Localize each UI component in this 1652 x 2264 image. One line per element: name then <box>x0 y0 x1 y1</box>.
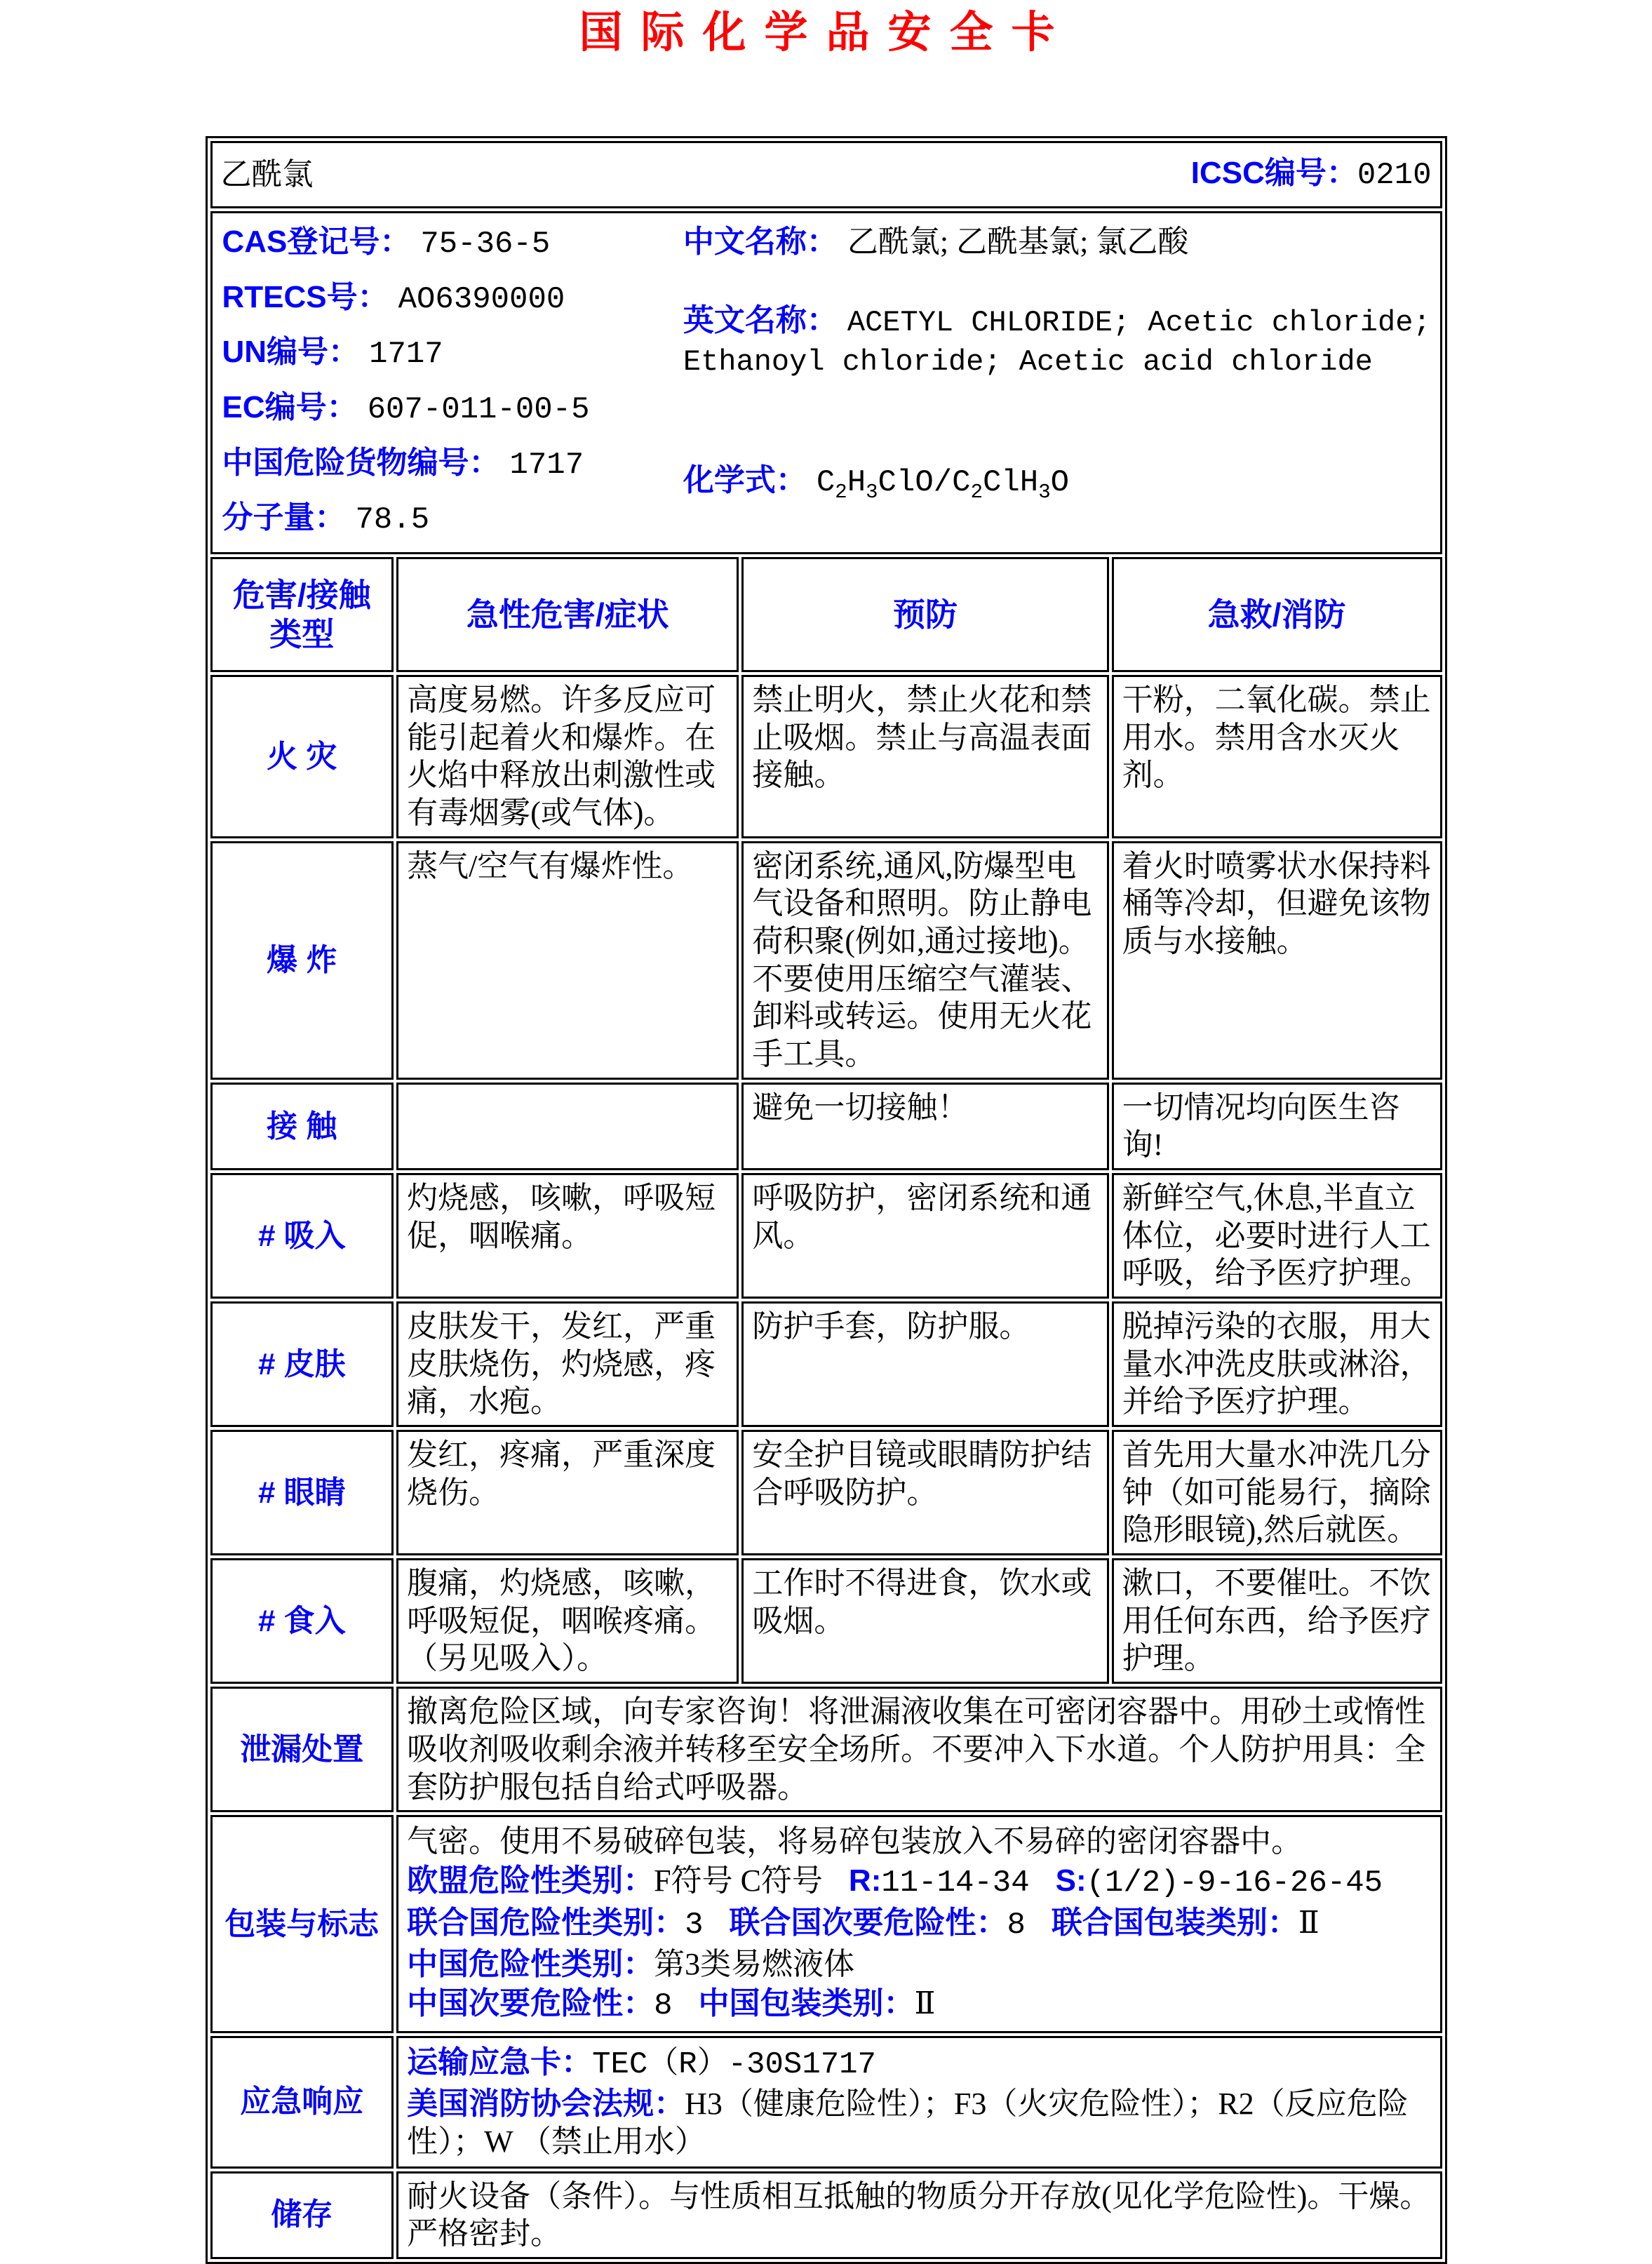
s-phrases-value: (1/2)-9-16-26-45 <box>1086 1865 1383 1901</box>
chinese-name-value: 乙酰氯; 乙酰基氯; 氯乙酸 <box>847 225 1189 259</box>
ingestion-prevention: 工作时不得进食，饮水或吸烟。 <box>741 1558 1108 1684</box>
substance-strip-row <box>210 141 1442 208</box>
header-prevention: 预防 <box>741 557 1108 672</box>
page-title: 国际化学品安全卡 <box>579 9 1073 57</box>
safety-card-table <box>206 136 1447 2264</box>
eu-classification-value: F符号 C符号 <box>654 1863 823 1898</box>
section-row-spill-disposal <box>210 1687 1442 1812</box>
fire-prevention: 禁止明火，禁止火花和禁止吸烟。禁止与高温表面接触。 <box>741 675 1108 838</box>
skin-symptoms: 皮肤发干，发红，严重皮肤烧伤，灼烧感，疼痛，水疱。 <box>396 1301 739 1427</box>
identification-row <box>210 211 1442 554</box>
storage-text: 耐火设备（条件）。与性质相互抵触的物质分开存放(见化学危险性)。干燥。严格密封。 <box>396 2171 1442 2259</box>
hazard-row-eyes <box>210 1430 1442 1555</box>
ingestion-firstaid: 漱口，不要催吐。不饮用任何东西，给予医疗护理。 <box>1112 1558 1442 1684</box>
molecular-weight-label: 分子量： <box>222 500 346 535</box>
inhalation-firstaid: 新鲜空气,休息,半直立体位，必要时进行人工呼吸，给予医疗护理。 <box>1112 1173 1442 1299</box>
china-classification-line <box>407 1945 1431 1983</box>
substance-name: 乙酰氯 <box>220 157 314 192</box>
contact-firstaid: 一切情况均向医生咨询! <box>1112 1083 1442 1170</box>
chinese-name-label: 中文名称： <box>683 225 838 259</box>
un-packing-group-value: Ⅱ <box>1298 1905 1319 1940</box>
hazard-row-inhalation <box>210 1173 1442 1299</box>
explosion-symptoms: 蒸气/空气有爆炸性。 <box>396 841 739 1080</box>
china-subsidiary-risk-value: 8 <box>654 1988 673 2023</box>
packaging-labeling-label: 包装与标志 <box>210 1815 394 2032</box>
hazard-row-explosion <box>210 841 1442 1080</box>
icsc-number-group <box>1191 154 1432 195</box>
transport-emergency-card-label: 运输应急卡： <box>407 2044 593 2079</box>
chemical-formula-line <box>683 462 1432 502</box>
nfpa-code-label: 美国消防协会法规： <box>407 2087 685 2122</box>
ingestion-symptoms: 腹痛，灼烧感，咳嗽，呼吸短促，咽喉疼痛。（另见吸入）。 <box>396 1558 739 1684</box>
section-row-storage <box>210 2171 1442 2259</box>
un-subsidiary-risk-value: 8 <box>1007 1907 1026 1943</box>
nfpa-code-line <box>407 2085 1431 2160</box>
section-row-packaging-labeling <box>210 1815 1442 2032</box>
un-subsidiary-risk-label: 联合国次要危险性： <box>729 1905 1007 1940</box>
skin-firstaid: 脱掉污染的衣服，用大量水冲洗皮肤或淋浴，并给予医疗护理。 <box>1112 1301 1442 1427</box>
china-subsidiary-risk-label: 中国次要危险性： <box>407 1985 654 2021</box>
r-phrases-label: R: <box>848 1863 882 1898</box>
contact-label: 接 触 <box>210 1083 394 1170</box>
hazard-row-skin <box>210 1301 1442 1427</box>
fire-symptoms: 高度易燃。许多反应可能引起着火和爆炸。在火焰中释放出刺激性或有毒烟雾(或气体)。 <box>396 675 739 838</box>
un-classification-line <box>407 1904 1431 1945</box>
contact-symptoms <box>396 1083 739 1170</box>
un-hazard-class-value: 3 <box>685 1907 704 1943</box>
chinese-name-line <box>683 223 1432 261</box>
un-number-label: UN编号： <box>222 335 360 370</box>
eu-classification-label: 欧盟危险性类别： <box>407 1863 654 1898</box>
packaging-labeling-content <box>396 1815 1442 2032</box>
emergency-response-label: 应急响应 <box>210 2036 394 2169</box>
emergency-response-content <box>396 2036 1442 2169</box>
icsc-number-value: 0210 <box>1357 158 1432 194</box>
eu-classification-line <box>407 1862 1431 1903</box>
hazard-row-fire <box>210 675 1442 838</box>
china-dangerous-goods-number-label: 中国危险货物编号： <box>222 445 500 480</box>
explosion-prevention: 密闭系统,通风,防爆型电气设备和照明。防止静电荷积聚(例如,通过接地)。不要使用压缩空气灌装、卸料或转运。使用无火花手工具。 <box>741 841 1108 1080</box>
skin-prevention: 防护手套，防护服。 <box>741 1301 1108 1427</box>
china-hazard-class-value: 第3类易燃液体 <box>654 1947 855 1982</box>
english-name-label: 英文名称： <box>683 302 838 337</box>
substance-strip-cell <box>210 141 1442 208</box>
china-packing-group-value: Ⅱ <box>914 1985 936 2021</box>
fire-firstaid: 干粉，二氧化碳。禁止用水。禁用含水灭火剂。 <box>1112 675 1442 838</box>
fire-label: 火 灾 <box>210 675 394 838</box>
english-name-value: ACETYL CHLORIDE; Acetic chloride; Ethanoyl chloride; Acetic acid chloride <box>683 305 1431 379</box>
hazard-row-contact <box>210 1083 1442 1170</box>
transport-emergency-card-value: TEC（R）-30S1717 <box>592 2047 876 2082</box>
un-number-value: 1717 <box>369 337 443 373</box>
inhalation-label: # 吸入 <box>210 1173 394 1299</box>
chemical-formula-value: $C_2H_3ClO/C_2ClH_3O$ <box>816 465 1070 504</box>
skin-label: # 皮肤 <box>210 1301 394 1427</box>
eyes-symptoms: 发红，疼痛，严重深度烧伤。 <box>396 1430 739 1555</box>
ec-number-value: 607-011-00-5 <box>367 392 590 428</box>
cas-number-value: 75-36-5 <box>420 227 551 262</box>
nfpa-code-value: H3（健康危险性）；F3（火灾危险性）；R2（反应危险性）；W （禁止用水） <box>407 2087 1409 2159</box>
inhalation-symptoms: 灼烧感，咳嗽，呼吸短促，咽喉痛。 <box>396 1173 739 1299</box>
spill-disposal-label: 泄漏处置 <box>210 1687 394 1812</box>
hazard-row-ingestion <box>210 1558 1442 1684</box>
ec-number-label: EC编号： <box>222 390 358 425</box>
header-acute-symptoms: 急性危害/症状 <box>396 557 739 672</box>
rtecs-number-value: AO6390000 <box>398 281 565 317</box>
s-phrases-label: S: <box>1055 1863 1087 1898</box>
china-hazard-class-label: 中国危险性类别： <box>407 1947 654 1982</box>
transport-emergency-card-line <box>407 2044 1431 2084</box>
explosion-firstaid: 着火时喷雾状水保持料桶等冷却，但避免该物质与水接触。 <box>1112 841 1442 1080</box>
english-name-line <box>683 302 1432 380</box>
contact-prevention: 避免一切接触！ <box>741 1083 1108 1170</box>
molecular-weight-value: 78.5 <box>355 502 430 538</box>
un-packing-group-label: 联合国包装类别： <box>1051 1905 1298 1940</box>
icsc-number-label: ICSC编号： <box>1190 156 1357 191</box>
packaging-line: 气密。使用不易破碎包装，将易碎包装放入不易碎的密闭容器中。 <box>407 1824 1303 1859</box>
un-number-line <box>222 333 683 374</box>
china-dangerous-goods-number-value: 1717 <box>509 447 584 483</box>
section-row-emergency-response <box>210 2036 1442 2169</box>
cas-number-label: CAS登记号： <box>222 225 411 259</box>
chemical-formula-label: 化学式： <box>683 463 807 498</box>
header-firstaid-firefighting: 急救/消防 <box>1112 557 1442 672</box>
ingestion-label: # 食入 <box>210 1558 394 1684</box>
rtecs-number-line <box>222 279 683 319</box>
storage-label: 储存 <box>210 2171 394 2259</box>
identification-right-column <box>683 223 1436 540</box>
r-phrases-value: 11-14-34 <box>881 1865 1030 1901</box>
rtecs-number-label: RTECS号： <box>222 279 389 314</box>
china-dangerous-goods-number-line <box>222 444 683 485</box>
china-subsidiary-line <box>407 1985 1431 2025</box>
eyes-firstaid: 首先用大量水冲洗几分钟（如可能易行，摘除隐形眼镜),然后就医。 <box>1112 1430 1442 1555</box>
header-hazard-type: 危害/接触类型 <box>210 557 394 672</box>
hazard-header-row <box>210 557 1442 672</box>
un-hazard-class-label: 联合国危险性类别： <box>407 1905 685 1940</box>
identification-left-column <box>222 223 683 540</box>
cas-number-line <box>222 223 683 264</box>
identification-cell <box>210 211 1442 554</box>
ec-number-line <box>222 389 683 429</box>
china-packing-group-label: 中国包装类别： <box>698 1985 915 2021</box>
inhalation-prevention: 呼吸防护，密闭系统和通风。 <box>741 1173 1108 1299</box>
molecular-weight-line <box>222 499 683 540</box>
explosion-label: 爆 炸 <box>210 841 394 1080</box>
spill-disposal-text: 撤离危险区域，向专家咨询！将泄漏液收集在可密闭容器中。用砂土或惰性吸收剂吸收剩余液并转移至安全场所。不要冲入下水道。个人防护用具：全套防护服包括自给式呼吸器。 <box>396 1687 1442 1812</box>
eyes-label: # 眼睛 <box>210 1430 394 1555</box>
eyes-prevention: 安全护目镜或眼睛防护结合呼吸防护。 <box>741 1430 1108 1555</box>
